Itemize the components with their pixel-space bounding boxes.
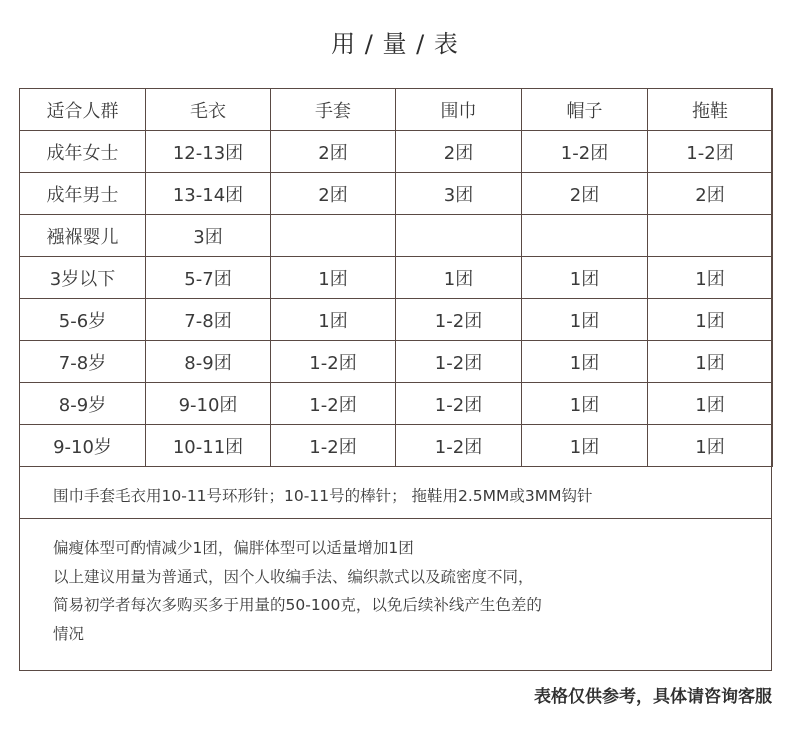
table-cell: 1-2团 [396, 299, 522, 341]
table-cell: 13-14团 [146, 173, 271, 215]
table-cell: 1团 [648, 341, 773, 383]
table-cell: 8-9团 [146, 341, 271, 383]
table-cell: 3团 [396, 173, 522, 215]
header-cell-slippers: 拖鞋 [648, 89, 773, 131]
table-cell: 1团 [648, 257, 773, 299]
table-cell: 5-6岁 [20, 299, 146, 341]
table-header-row [20, 89, 773, 131]
table-cell: 5-7团 [146, 257, 271, 299]
table-cell: 1团 [522, 425, 648, 467]
table-row [20, 257, 773, 299]
table-cell [396, 215, 522, 257]
table-cell: 1团 [648, 425, 773, 467]
table-cell: 1-2团 [396, 425, 522, 467]
table-cell: 3岁以下 [20, 257, 146, 299]
table-cell: 8-9岁 [20, 383, 146, 425]
table-cell: 3团 [146, 215, 271, 257]
table-cell: 1-2团 [648, 131, 773, 173]
table-cell: 成年女士 [20, 131, 146, 173]
table-cell: 12-13团 [146, 131, 271, 173]
table-row [20, 173, 773, 215]
table-cell [522, 215, 648, 257]
table-cell: 1团 [522, 257, 648, 299]
table-cell: 2团 [271, 131, 396, 173]
usage-table [19, 88, 773, 467]
note-line: 偏瘦体型可酌情减少1团，偏胖体型可以适量增加1团 [53, 539, 414, 557]
table-cell: 10-11团 [146, 425, 271, 467]
table-cell: 成年男士 [20, 173, 146, 215]
table-cell: 1-2团 [396, 341, 522, 383]
table-cell: 2团 [396, 131, 522, 173]
table-cell: 7-8团 [146, 299, 271, 341]
needle-note: 围巾手套毛衣用10-11号环形针；10-11号的棒针； 拖鞋用2.5MM或3MM钩针 [19, 474, 772, 519]
table-cell: 2团 [648, 173, 773, 215]
table-cell: 9-10岁 [20, 425, 146, 467]
table-row [20, 215, 773, 257]
header-cell-sweater: 毛衣 [146, 89, 271, 131]
header-cell-group: 适合人群 [20, 89, 146, 131]
table-cell: 1团 [522, 341, 648, 383]
table-cell [648, 215, 773, 257]
table-cell: 1团 [522, 299, 648, 341]
note-line: 情况 [53, 624, 85, 643]
table-cell: 1团 [522, 383, 648, 425]
page-title: 用 / 量 / 表 [331, 30, 459, 58]
table-cell: 1团 [271, 299, 396, 341]
table-cell: 1团 [648, 383, 773, 425]
table-row [20, 299, 773, 341]
table-cell: 襁褓婴儿 [20, 215, 146, 257]
table-cell: 7-8岁 [20, 341, 146, 383]
header-cell-hat: 帽子 [522, 89, 648, 131]
footer-disclaimer: 表格仅供参考，具体请咨询客服 [534, 687, 772, 707]
table-cell: 1-2团 [271, 425, 396, 467]
table-cell: 1团 [648, 299, 773, 341]
note-line: 简易初学者每次多购买多于用量的50-100克，以免后续补线产生色差的 [53, 596, 542, 614]
table-cell: 1-2团 [396, 383, 522, 425]
table-cell: 1团 [271, 257, 396, 299]
note-line: 以上建议用量为普通式，因个人收编手法、编织款式以及疏密度不同， [53, 567, 534, 586]
usage-table-body [20, 89, 773, 467]
table-cell: 2团 [522, 173, 648, 215]
table-row [20, 425, 773, 467]
table-cell: 1-2团 [271, 341, 396, 383]
table-row [20, 131, 773, 173]
table-cell: 1-2团 [522, 131, 648, 173]
table-row [20, 341, 773, 383]
header-cell-scarf: 围巾 [396, 89, 522, 131]
table-cell: 1团 [396, 257, 522, 299]
table-cell: 1-2团 [271, 383, 396, 425]
table-cell: 2团 [271, 173, 396, 215]
table-cell [271, 215, 396, 257]
usage-notes [53, 534, 753, 648]
header-cell-gloves: 手套 [271, 89, 396, 131]
table-cell: 9-10团 [146, 383, 271, 425]
table-row [20, 383, 773, 425]
